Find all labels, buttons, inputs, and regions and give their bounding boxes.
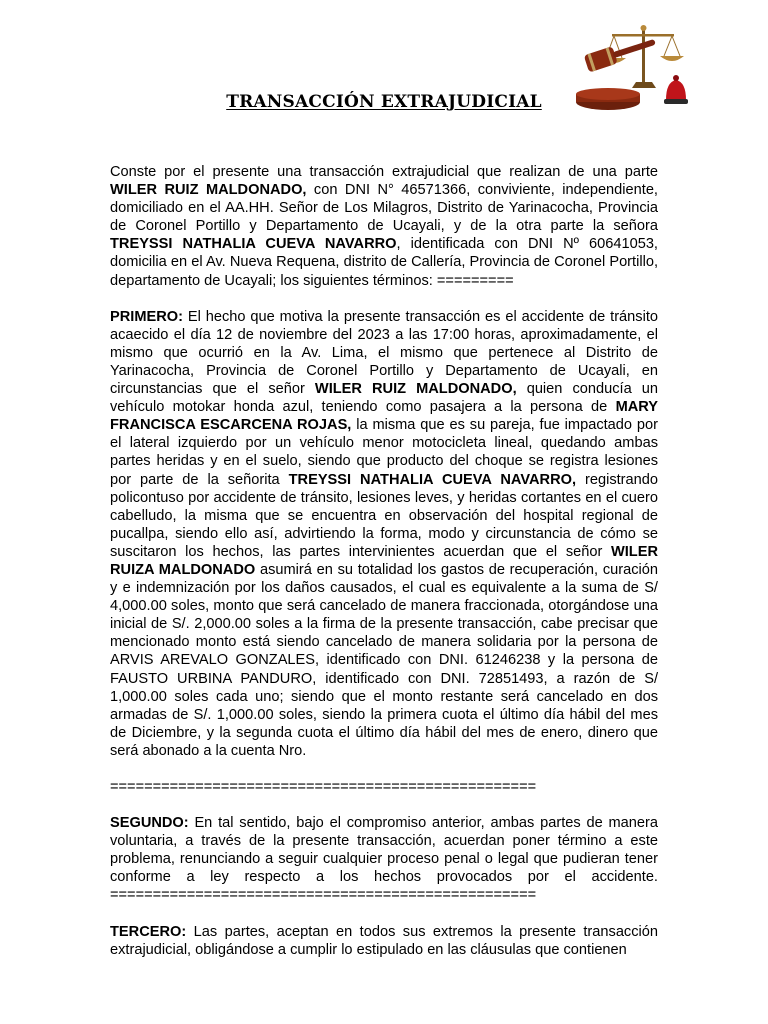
primero-bold-4: WILER RUIZA MALDONADO — [110, 543, 658, 578]
clause-tercero — [110, 923, 658, 959]
clause-primero-label: PRIMERO: — [110, 308, 183, 325]
primero-text-2: quien conducía un vehículo motokar honda azul, teniendo como pasajera a la persona de — [110, 381, 658, 416]
primero-bold-2: MARY FRANCISCA ESCARCENA ROJAS, — [110, 399, 658, 434]
clause-tercero-label: TERCERO: — [110, 923, 187, 940]
segundo-text-1: En tal sentido, bajo el compromiso anterior, ambas partes de manera voluntaria, a través de la presente transacción, acuerdan poner término a este problema, renunciando a seguir cualquier proceso penal o legal que pudieran tener conforme a ley respecto a los hechos provocados por el accidente. ================================================== — [110, 815, 658, 904]
document-body — [110, 163, 658, 959]
primero-text-1: El hecho que motiva la presente transacción es el accidente de tránsito acaecido el día 12 de noviembre del 2023 a las 17:00 horas, aproximadamente, el mismo que ocurrió en la Av. Lima, el mismo que pertenece al Distrito de Yarinacocha, Provincia de Coronel Portillo y Departamento de Ucayali, en circunstancias que el señor — [110, 308, 658, 398]
intro-text-2: con DNI N° 46571366, conviviente, independiente, domiciliado en el AA.HH. Señor de Los Milagros, Distrito de Yarinacocha, Provincia de Coronel Portillo y Departamento de Ucayali, y de la otra parte la señora — [110, 182, 658, 235]
primero-text-3: la misma que es su pareja, fue impactado por el lateral izquierdo por un vehículo menor motocicleta lineal, quedando ambas partes heridas y en el suelo, siendo que producto del choque se registra lesiones por parte de la señorita — [110, 417, 658, 488]
document-title: TRANSACCIÓN EXTRAJUDICIAL — [226, 92, 542, 112]
tercero-text-1: Las partes, aceptan en todos sus extremos la presente transacción extrajudicial, obligándose a cumplir lo estipulado en las cláusulas que contienen — [110, 923, 658, 958]
separator-line: ================================================== — [110, 779, 537, 795]
clause-segundo-label: SEGUNDO: — [110, 815, 189, 832]
intro-party-2: TREYSSI NATHALIA CUEVA NAVARRO — [110, 236, 397, 253]
intro-party-1: WILER RUIZ MALDONADO, — [110, 182, 307, 199]
intro-text-1: Conste por el presente una transacción extrajudicial que realizan de una parte — [110, 164, 658, 180]
intro-paragraph — [110, 163, 658, 290]
clause-primero — [110, 308, 658, 760]
clause-segundo — [110, 814, 658, 904]
primero-bold-1: WILER RUIZ MALDONADO, — [314, 381, 517, 398]
intro-text-3: , identificada con DNI Nº 60641053, domicilia en el Av. Nueva Requena, distrito de Callería, Provincia de Coronel Portillo, departamento de Ucayali; los siguientes términos: ========= — [110, 236, 658, 289]
primero-text-4: registrando policontuso por accidente de tránsito, lesiones leves, y heridas cortantes en el cuero cabelludo, la misma que se encuentra en observación del hospital regional de pucallpa, siendo ello así, advirtiendo la forma, modo y circunstancia de cómo se suscitaron los hechos, las partes intervinientes acuerdan que el señor — [110, 471, 658, 560]
primero-text-5: asumirá en su totalidad los gastos de recuperación, curación y e indemnización por los daños causados, el cual es equivalente a la suma de S/ 4,000.00 soles, monto que será cancelado de manera fraccionada, otorgándose una inicial de S/. 2,000.00 soles a la firma de la presente transacción, cabe precisar que mencionado monto está siendo cancelado de manera solidaria por la persona de ARVIS AREVALO GONZALES, identificado con DNI. 61246238 y la persona de FAUSTO URBINA PANDURO, identificado con DNI. 72851493, a razón de S/ 1,000.00 soles cada uno; siendo que el monto restante será cancelado en dos armadas de S/. 1,000.00 soles, siendo la primera cuota el último día hábil del mes de Diciembre, y la segunda cuota el último día hábil del mes de enero, dinero que será abonado a la cuenta Nro. — [110, 561, 658, 759]
primero-bold-3: TREYSSI NATHALIA CUEVA NAVARRO, — [288, 471, 577, 488]
